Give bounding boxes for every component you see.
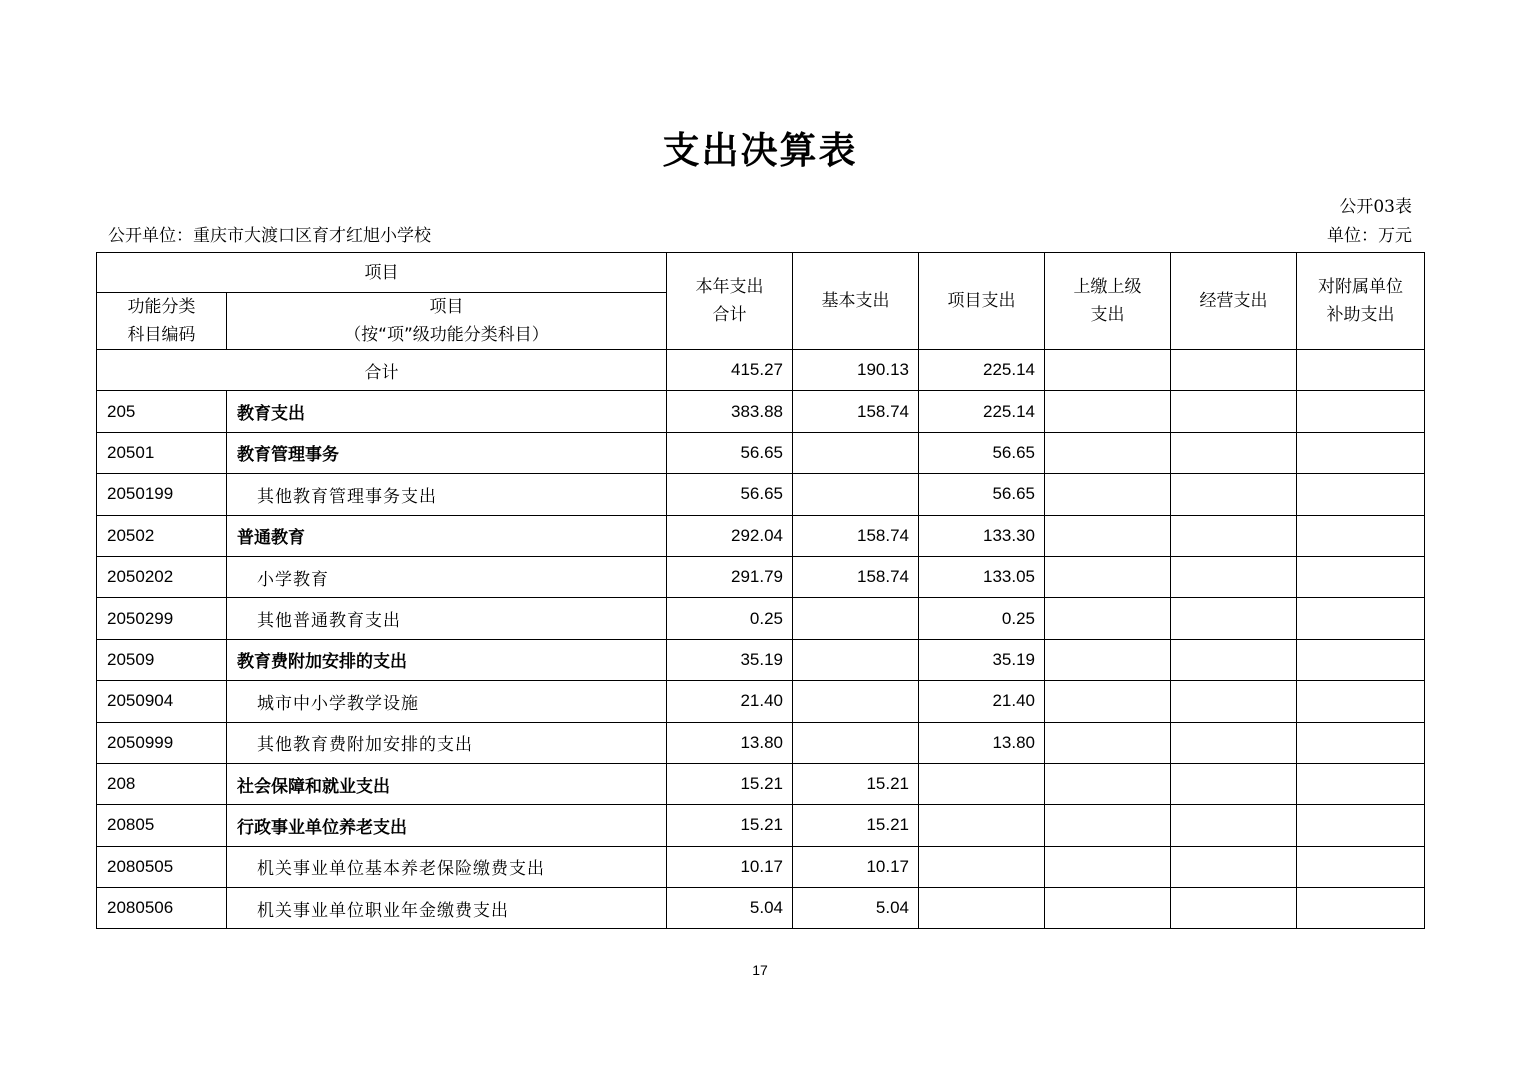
row-project: 13.80 (919, 722, 1045, 763)
row-subsidy (1297, 888, 1425, 929)
row-upper (1045, 598, 1171, 639)
total-row (97, 350, 1425, 391)
row-subsidy (1297, 556, 1425, 597)
row-code: 2050299 (97, 598, 227, 639)
row-business (1171, 598, 1297, 639)
total-sum: 415.27 (667, 350, 793, 391)
header-code-line2: 科目编码 (127, 325, 196, 345)
row-code: 20509 (97, 639, 227, 680)
row-subsidy (1297, 639, 1425, 680)
row-subsidy (1297, 474, 1425, 515)
row-code: 208 (97, 763, 227, 804)
row-upper (1045, 846, 1171, 887)
header-project: 项目支出 (919, 253, 1045, 350)
row-project: 56.65 (919, 474, 1045, 515)
row-subsidy (1297, 805, 1425, 846)
table-row (97, 432, 1425, 473)
table-row (97, 515, 1425, 556)
row-business (1171, 681, 1297, 722)
row-upper (1045, 805, 1171, 846)
row-name: 教育管理事务 (227, 432, 667, 473)
row-upper (1045, 639, 1171, 680)
row-basic: 158.74 (793, 515, 919, 556)
table-row (97, 846, 1425, 887)
row-basic (793, 598, 919, 639)
row-basic: 158.74 (793, 556, 919, 597)
header-total-line1: 本年支出 (695, 277, 764, 297)
row-basic: 15.21 (793, 763, 919, 804)
row-total: 5.04 (667, 888, 793, 929)
header-upper (1045, 253, 1171, 350)
row-name: 城市中小学教学设施 (227, 681, 667, 722)
header-upper-line2: 支出 (1090, 305, 1125, 325)
row-total: 383.88 (667, 391, 793, 432)
row-business (1171, 805, 1297, 846)
row-project (919, 805, 1045, 846)
header-item-group: 项目 (97, 253, 667, 293)
row-project (919, 846, 1045, 887)
row-code: 2080506 (97, 888, 227, 929)
row-code: 2050202 (97, 556, 227, 597)
total-label: 合计 (97, 350, 667, 391)
header-subsidy-line2: 补助支出 (1326, 305, 1395, 325)
expenditure-table (96, 252, 1425, 929)
row-total: 35.19 (667, 639, 793, 680)
row-code: 20502 (97, 515, 227, 556)
row-total: 15.21 (667, 763, 793, 804)
row-subsidy (1297, 846, 1425, 887)
row-subsidy (1297, 681, 1425, 722)
header-total-line2: 合计 (712, 305, 747, 325)
row-business (1171, 432, 1297, 473)
total-business (1171, 350, 1297, 391)
reporting-unit: 公开单位：重庆市大渡口区育才红旭小学校 (108, 226, 431, 246)
row-upper (1045, 888, 1171, 929)
row-basic: 15.21 (793, 805, 919, 846)
row-subsidy (1297, 432, 1425, 473)
table-row (97, 391, 1425, 432)
row-name: 其他教育管理事务支出 (227, 474, 667, 515)
row-project (919, 763, 1045, 804)
currency-unit: 单位：万元 (1327, 226, 1412, 246)
row-upper (1045, 515, 1171, 556)
row-name: 教育费附加安排的支出 (227, 639, 667, 680)
row-upper (1045, 763, 1171, 804)
row-code: 20805 (97, 805, 227, 846)
header-name-line2: （按“项”级功能分类科目） (344, 325, 549, 345)
row-total: 291.79 (667, 556, 793, 597)
row-upper (1045, 432, 1171, 473)
row-code: 20501 (97, 432, 227, 473)
row-basic (793, 474, 919, 515)
page-number: 17 (752, 962, 768, 978)
row-code: 2050199 (97, 474, 227, 515)
row-name: 机关事业单位职业年金缴费支出 (227, 888, 667, 929)
row-business (1171, 846, 1297, 887)
header-name (227, 293, 667, 350)
row-subsidy (1297, 763, 1425, 804)
table-row (97, 556, 1425, 597)
header-total (667, 253, 793, 350)
row-total: 13.80 (667, 722, 793, 763)
row-project: 56.65 (919, 432, 1045, 473)
table-row (97, 474, 1425, 515)
total-basic: 190.13 (793, 350, 919, 391)
row-project: 225.14 (919, 391, 1045, 432)
row-business (1171, 556, 1297, 597)
row-upper (1045, 556, 1171, 597)
row-total: 56.65 (667, 432, 793, 473)
row-basic (793, 722, 919, 763)
table-row (97, 681, 1425, 722)
header-code (97, 293, 227, 350)
table-row (97, 639, 1425, 680)
row-business (1171, 474, 1297, 515)
row-total: 292.04 (667, 515, 793, 556)
total-upper (1045, 350, 1171, 391)
row-name: 教育支出 (227, 391, 667, 432)
row-upper (1045, 722, 1171, 763)
row-total: 56.65 (667, 474, 793, 515)
document-number: 公开03表 (1339, 197, 1412, 217)
row-total: 21.40 (667, 681, 793, 722)
row-basic (793, 681, 919, 722)
table-row (97, 888, 1425, 929)
row-name: 社会保障和就业支出 (227, 763, 667, 804)
header-upper-line1: 上缴上级 (1073, 277, 1142, 297)
table-row (97, 598, 1425, 639)
row-name: 其他普通教育支出 (227, 598, 667, 639)
row-basic: 158.74 (793, 391, 919, 432)
header-row-1 (97, 253, 1425, 293)
row-project: 0.25 (919, 598, 1045, 639)
row-basic (793, 639, 919, 680)
row-name: 小学教育 (227, 556, 667, 597)
row-code: 2050904 (97, 681, 227, 722)
total-project: 225.14 (919, 350, 1045, 391)
row-code: 2080505 (97, 846, 227, 887)
row-code: 205 (97, 391, 227, 432)
header-code-line1: 功能分类 (127, 297, 196, 317)
row-name: 普通教育 (227, 515, 667, 556)
row-business (1171, 639, 1297, 680)
row-business (1171, 515, 1297, 556)
page-title: 支出决算表 (662, 129, 858, 172)
header-business: 经营支出 (1171, 253, 1297, 350)
table-row (97, 805, 1425, 846)
row-business (1171, 722, 1297, 763)
row-upper (1045, 391, 1171, 432)
row-subsidy (1297, 515, 1425, 556)
table-row (97, 763, 1425, 804)
row-subsidy (1297, 598, 1425, 639)
row-project: 21.40 (919, 681, 1045, 722)
row-basic (793, 432, 919, 473)
row-upper (1045, 681, 1171, 722)
row-subsidy (1297, 391, 1425, 432)
row-name: 其他教育费附加安排的支出 (227, 722, 667, 763)
header-subsidy-line1: 对附属单位 (1318, 277, 1403, 297)
row-project (919, 888, 1045, 929)
row-subsidy (1297, 722, 1425, 763)
row-business (1171, 888, 1297, 929)
header-subsidy (1297, 253, 1425, 350)
row-project: 133.30 (919, 515, 1045, 556)
row-project: 133.05 (919, 556, 1045, 597)
row-business (1171, 391, 1297, 432)
header-basic: 基本支出 (793, 253, 919, 350)
row-total: 10.17 (667, 846, 793, 887)
table-row (97, 722, 1425, 763)
row-basic: 5.04 (793, 888, 919, 929)
row-upper (1045, 474, 1171, 515)
row-code: 2050999 (97, 722, 227, 763)
row-total: 15.21 (667, 805, 793, 846)
header-name-line1: 项目 (429, 297, 464, 317)
row-name: 行政事业单位养老支出 (227, 805, 667, 846)
row-basic: 10.17 (793, 846, 919, 887)
row-project: 35.19 (919, 639, 1045, 680)
row-name: 机关事业单位基本养老保险缴费支出 (227, 846, 667, 887)
row-total: 0.25 (667, 598, 793, 639)
total-subsidy (1297, 350, 1425, 391)
row-business (1171, 763, 1297, 804)
